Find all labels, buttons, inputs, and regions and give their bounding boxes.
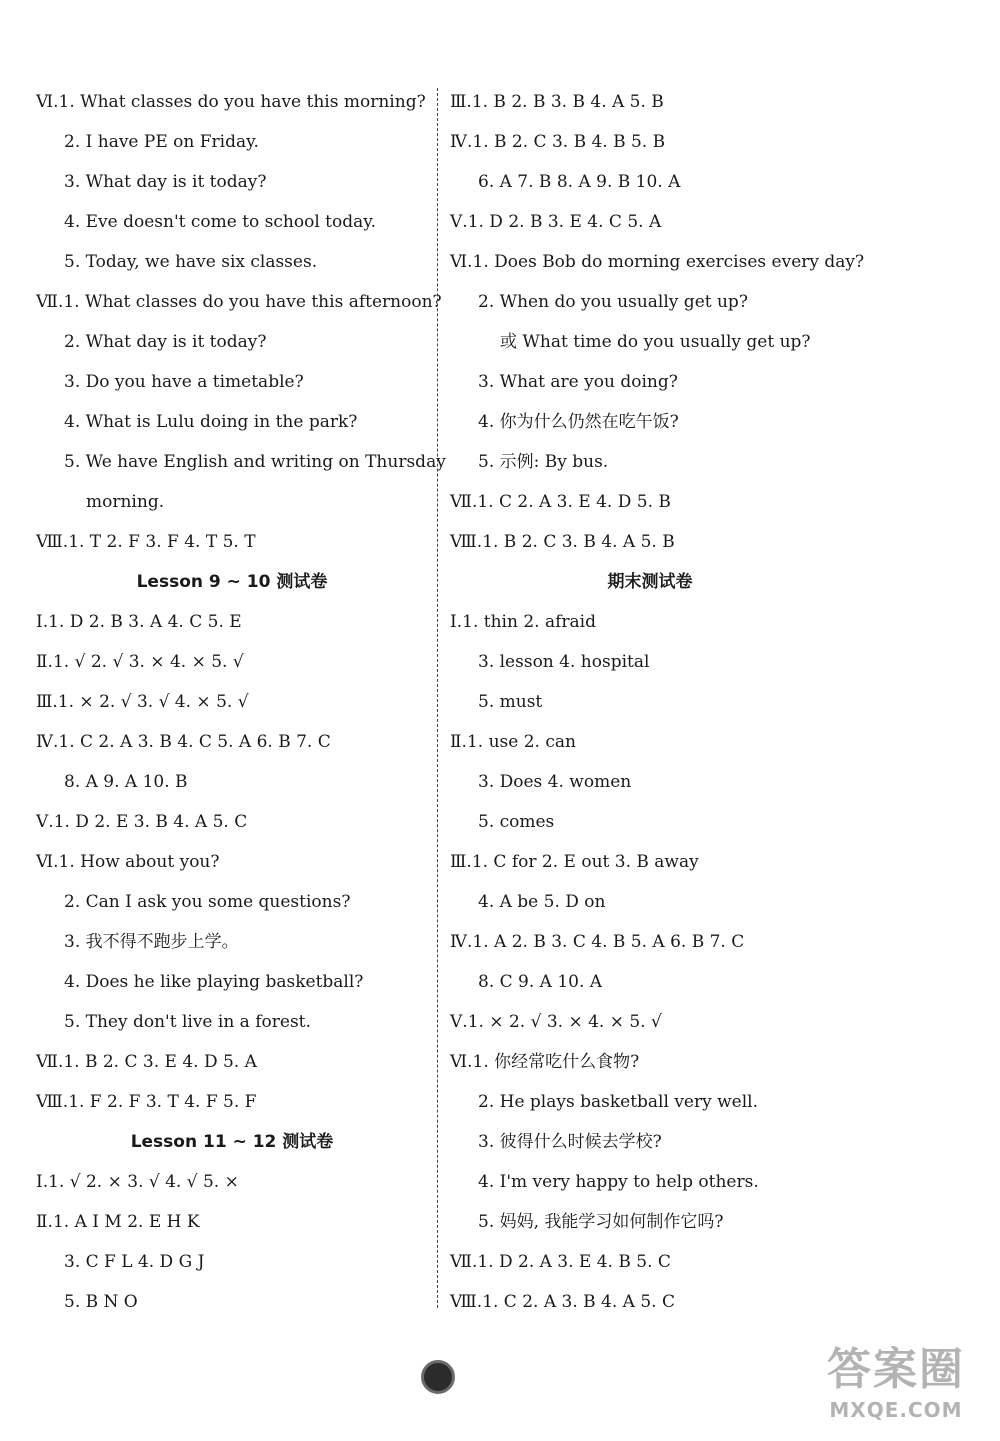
answer-text: 3. What day is it today? <box>64 172 267 192</box>
column-divider <box>437 88 438 1308</box>
answer-text: morning. <box>86 492 165 512</box>
answer-text: 1. C 2. A 3. E 4. D 5. B <box>477 492 671 512</box>
answer-line <box>36 1162 428 1202</box>
answer-line <box>450 162 850 202</box>
section-number: Ⅳ. <box>450 932 473 952</box>
answer-text: 2. Can I ask you some questions? <box>64 892 351 912</box>
answer-text: 或 What time do you usually get up? <box>500 332 811 352</box>
answer-line <box>36 522 428 562</box>
answer-line <box>450 642 850 682</box>
watermark-chinese: 答案圈 <box>827 1344 965 1395</box>
answer-line <box>36 82 428 122</box>
answer-line <box>450 1282 850 1322</box>
answer-line <box>36 1042 428 1082</box>
answer-line <box>36 162 428 202</box>
answer-line <box>450 802 850 842</box>
section-number: Ⅷ. <box>450 1292 483 1312</box>
answer-line <box>450 522 850 562</box>
answer-text: 3. What are you doing? <box>478 372 678 392</box>
answer-text: 4. Eve doesn't come to school today. <box>64 212 377 232</box>
answer-line <box>450 322 850 362</box>
answer-text: 1. C for 2. E out 3. B away <box>471 852 699 872</box>
answer-line <box>450 1162 850 1202</box>
answer-line <box>450 682 850 722</box>
answer-text: 5. 妈妈, 我能学习如何制作它吗? <box>478 1212 724 1232</box>
answer-line <box>450 442 850 482</box>
section-number: Ⅰ. <box>36 1172 49 1192</box>
section-number: Ⅷ. <box>36 532 69 552</box>
section-number: Ⅵ. <box>36 852 59 872</box>
left-answer-column <box>36 82 446 1322</box>
answer-line <box>450 842 850 882</box>
answer-text: 1. use 2. can <box>466 732 576 752</box>
section-number: Ⅶ. <box>36 292 64 312</box>
answer-line <box>36 1242 428 1282</box>
answer-text: 1. D 2. A 3. E 4. B 5. C <box>477 1252 671 1272</box>
answer-text: 4. Does he like playing basketball? <box>64 972 364 992</box>
section-number: Ⅲ. <box>36 692 58 712</box>
section-heading: 期末测试卷 <box>607 572 693 592</box>
answer-line <box>36 882 428 922</box>
answer-line <box>36 482 428 522</box>
answer-text: 1. What classes do you have this morning? <box>58 92 426 112</box>
answer-text: 3. 我不得不跑步上学。 <box>64 932 239 952</box>
section-number: Ⅴ. <box>450 212 468 232</box>
answer-line <box>36 442 446 482</box>
answer-line <box>36 1202 428 1242</box>
section-number: Ⅶ. <box>450 492 478 512</box>
answer-line <box>36 802 428 842</box>
section-number: Ⅲ. <box>450 852 472 872</box>
answer-line <box>450 722 850 762</box>
right-answer-column <box>450 82 865 1322</box>
answer-text: 8. A 9. A 10. B <box>64 772 188 792</box>
section-heading: Lesson 9 ~ 10 测试卷 <box>136 572 328 592</box>
answer-text: 3. lesson 4. hospital <box>478 652 650 672</box>
answer-line <box>36 282 442 322</box>
section-number: Ⅵ. <box>36 92 59 112</box>
section-number: Ⅷ. <box>36 1092 69 1112</box>
answer-text: 1. A 2. B 3. C 4. B 5. A 6. B 7. C <box>472 932 745 952</box>
answer-text: 1. F 2. F 3. T 4. F 5. F <box>68 1092 257 1112</box>
section-number: Ⅰ. <box>36 612 49 632</box>
page-number-badge <box>421 1360 455 1394</box>
section-number: Ⅳ. <box>450 132 473 152</box>
answer-text: 4. I'm very happy to help others. <box>478 1172 759 1192</box>
answer-text: 1. √ 2. × 3. √ 4. √ 5. × <box>48 1172 239 1192</box>
answer-line <box>450 242 865 282</box>
answer-text: 1. D 2. E 3. B 4. A 5. C <box>53 812 248 832</box>
answer-line <box>450 402 850 442</box>
section-number: Ⅴ. <box>450 1012 468 1032</box>
section-number: Ⅱ. <box>36 652 53 672</box>
section-heading: Lesson 11 ~ 12 测试卷 <box>130 1132 334 1152</box>
answer-text: 1. × 2. √ 3. × 4. × 5. √ <box>467 1012 662 1032</box>
answer-line <box>450 122 850 162</box>
answer-text: 1. B 2. C 3. B 4. B 5. B <box>472 132 666 152</box>
answer-line <box>36 842 428 882</box>
answer-text: 6. A 7. B 8. A 9. B 10. A <box>478 172 681 192</box>
answer-text: 5. They don't live in a forest. <box>64 1012 311 1032</box>
answer-text: 1. T 2. F 3. F 4. T 5. T <box>68 532 256 552</box>
answer-text: 1. B 2. C 3. B 4. A 5. B <box>482 532 675 552</box>
answer-line <box>36 1082 428 1122</box>
answer-text: 1. What classes do you have this afternoon? <box>63 292 442 312</box>
answer-text: 3. Do you have a timetable? <box>64 372 304 392</box>
answer-line <box>450 82 850 122</box>
answer-line <box>36 202 428 242</box>
answer-line <box>36 682 428 722</box>
answer-line <box>36 922 428 962</box>
section-number: Ⅴ. <box>36 812 54 832</box>
answer-text: 1. A I M 2. E H K <box>52 1212 200 1232</box>
answer-text: 1. Does Bob do morning exercises every day? <box>472 252 865 272</box>
answer-text: 8. C 9. A 10. A <box>478 972 603 992</box>
answer-line <box>36 722 428 762</box>
answer-line <box>36 1002 428 1042</box>
section-number: Ⅳ. <box>36 732 59 752</box>
section-number: Ⅲ. <box>450 92 472 112</box>
answer-line <box>36 1282 428 1322</box>
answer-text: 3. C F L 4. D G J <box>64 1252 205 1272</box>
section-number: Ⅱ. <box>450 732 467 752</box>
answer-line <box>450 962 850 1002</box>
answer-line <box>36 122 428 162</box>
answer-text: 2. I have PE on Friday. <box>64 132 259 152</box>
answer-text: 1. B 2. B 3. B 4. A 5. B <box>471 92 664 112</box>
answer-text: 5. We have English and writing on Thursday <box>64 452 446 472</box>
answer-text: 1. 你经常吃什么食物? <box>472 1052 640 1072</box>
answer-line <box>36 762 428 802</box>
answer-text: 3. Does 4. women <box>478 772 632 792</box>
answer-text: 4. What is Lulu doing in the park? <box>64 412 358 432</box>
section-number: Ⅵ. <box>450 1052 473 1072</box>
answer-text: 5. Today, we have six classes. <box>64 252 318 272</box>
answer-text: 1. √ 2. √ 3. × 4. × 5. √ <box>52 652 244 672</box>
section-number: Ⅰ. <box>450 612 463 632</box>
answer-line <box>36 242 428 282</box>
answer-text: 2. He plays basketball very well. <box>478 1092 759 1112</box>
answer-text: 1. D 2. B 3. E 4. C 5. A <box>467 212 662 232</box>
answer-text: 2. When do you usually get up? <box>478 292 748 312</box>
answer-line <box>36 402 428 442</box>
section-number: Ⅶ. <box>36 1052 64 1072</box>
answer-text: 1. How about you? <box>58 852 220 872</box>
answer-text: 5. 示例: By bus. <box>478 452 609 472</box>
watermark-logo <box>800 1345 992 1435</box>
answer-text: 5. must <box>478 692 543 712</box>
answer-line <box>450 1242 850 1282</box>
section-number: Ⅷ. <box>450 532 483 552</box>
answer-line <box>36 362 428 402</box>
answer-line <box>450 882 850 922</box>
section-number: Ⅵ. <box>450 252 473 272</box>
answer-line <box>450 602 850 642</box>
section-number: Ⅶ. <box>450 1252 478 1272</box>
answer-text: 2. What day is it today? <box>64 332 267 352</box>
answer-line <box>36 642 428 682</box>
answer-line <box>450 762 850 802</box>
answer-line <box>36 322 428 362</box>
watermark-url: MXQE.COM <box>829 1398 963 1422</box>
section-number: Ⅱ. <box>36 1212 53 1232</box>
answer-text: 5. comes <box>478 812 555 832</box>
answer-line <box>450 1082 850 1122</box>
answer-text: 1. D 2. B 3. A 4. C 5. E <box>48 612 242 632</box>
answer-text: 3. 彼得什么时候去学校? <box>478 1132 662 1152</box>
answer-text: 1. × 2. √ 3. √ 4. × 5. √ <box>57 692 249 712</box>
answer-text: 1. C 2. A 3. B 4. C 5. A 6. B 7. C <box>58 732 331 752</box>
answer-line <box>450 482 850 522</box>
answer-line <box>36 962 428 1002</box>
answer-text: 1. C 2. A 3. B 4. A 5. C <box>482 1292 675 1312</box>
answer-line <box>450 1042 850 1082</box>
answer-line <box>450 922 850 962</box>
answer-text: 1. B 2. C 3. E 4. D 5. A <box>63 1052 257 1072</box>
answer-text: 4. A be 5. D on <box>478 892 606 912</box>
answer-line <box>450 282 850 322</box>
answer-line <box>450 202 850 242</box>
answer-text: 4. 你为什么仍然在吃午饭? <box>478 412 679 432</box>
answer-line <box>450 1202 850 1242</box>
answer-line <box>36 602 428 642</box>
answer-line <box>450 1002 850 1042</box>
answer-line <box>450 1122 850 1162</box>
answer-text: 5. B N O <box>64 1292 138 1312</box>
answer-text: 1. thin 2. afraid <box>462 612 596 632</box>
answer-line <box>450 362 850 402</box>
